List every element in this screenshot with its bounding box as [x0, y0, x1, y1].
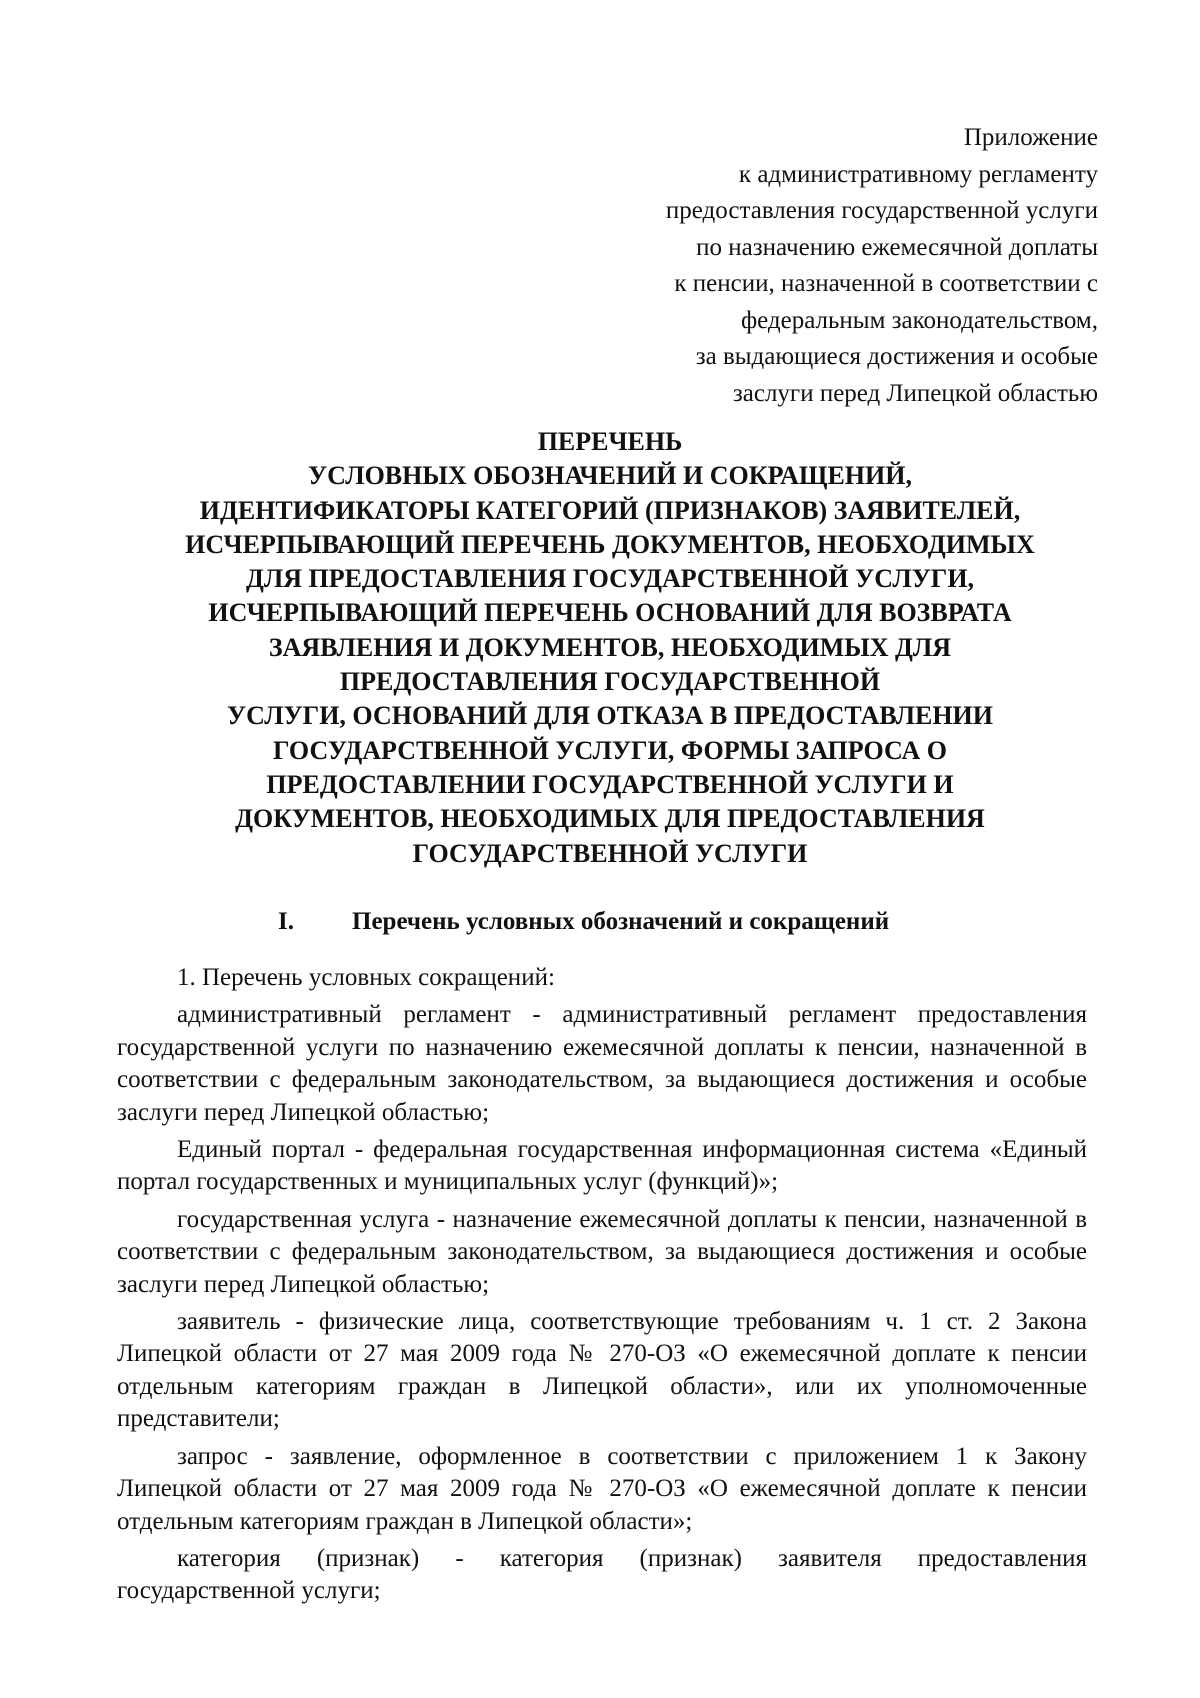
title-line: ИДЕНТИФИКАТОРЫ КАТЕГОРИЙ (ПРИЗНАКОВ) ЗАЯВИТЕЛЕЙ,: [199, 495, 1021, 525]
appendix-line: к административному регламенту: [738, 160, 1098, 188]
section-heading: [0, 905, 1200, 939]
paragraph-state-service: государственная услуга - назначение ежемесячной доплаты к пенсии, назначенной в соответствии с федеральным законодательством, за выдающиеся достижения и особые заслуги перед Липецкой областью;: [117, 1205, 1087, 1298]
title-line: ГОСУДАРСТВЕННОЙ УСЛУГИ: [412, 838, 808, 868]
appendix-line: федеральным законодательством,: [740, 306, 1098, 334]
title-line: ИСЧЕРПЫВАЮЩИЙ ПЕРЕЧЕНЬ ДОКУМЕНТОВ, НЕОБХОДИМЫХ: [185, 529, 1035, 559]
section-body: [117, 962, 1087, 1613]
paragraph-category: категория (признак) - категория (признак) заявителя предоставления государственной услуги;: [117, 1544, 1087, 1605]
paragraph-request: запрос - заявление, оформленное в соответствии с приложением 1 к Закону Липецкой области от 27 мая 2009 года № 270-ОЗ «О ежемесячной доплате к пенсии отдельным категориям граждан в Липецкой области»;: [117, 1442, 1087, 1535]
document-title: [120, 425, 1100, 871]
paragraph-abbreviations-intro: 1. Перечень условных сокращений:: [177, 964, 555, 991]
paragraph-applicant: заявитель - физические лица, соответствующие требованиям ч. 1 ст. 2 Закона Липецкой области от 27 мая 2009 года № 270-ОЗ «О ежемесячной доплате к пенсии отдельным категориям граждан в Липецкой области», или их уполномоченные представители;: [117, 1308, 1087, 1433]
title-line: ГОСУДАРСТВЕННОЙ УСЛУГИ, ФОРМЫ ЗАПРОСА О: [273, 735, 947, 765]
appendix-reference: [538, 120, 1098, 412]
title-line: УСЛУГИ, ОСНОВАНИЙ ДЛЯ ОТКАЗА В ПРЕДОСТАВЛЕНИИ: [227, 701, 993, 731]
paragraph-admin-regulation: административный регламент - административный регламент предоставления государственной услуги по назначению ежемесячной доплаты к пенсии, назначенной в соответствии с федеральным законодательством, за выдающиеся достижения и особые заслуги перед Липецкой областью;: [117, 1001, 1087, 1126]
appendix-line: за выдающиеся достижения и особые: [695, 343, 1098, 370]
title-line: ИСЧЕРПЫВАЮЩИЙ ПЕРЕЧЕНЬ ОСНОВАНИЙ ДЛЯ ВОЗВРАТА: [208, 598, 1012, 628]
title-line: ДОКУМЕНТОВ, НЕОБХОДИМЫХ ДЛЯ ПРЕДОСТАВЛЕНИЯ: [235, 804, 985, 834]
title-line: ПРЕДОСТАВЛЕНИЯ ГОСУДАРСТВЕННОЙ: [339, 667, 881, 697]
appendix-line: предоставления государственной услуги: [665, 197, 1098, 224]
title-line: УСЛОВНЫХ ОБОЗНАЧЕНИЙ И СОКРАЩЕНИЙ,: [308, 461, 912, 491]
title-line: ДЛЯ ПРЕДОСТАВЛЕНИЯ ГОСУДАРСТВЕННОЙ УСЛУГИ,: [245, 564, 975, 594]
section-heading-text: Перечень условных обозначений и сокращений: [352, 908, 890, 935]
appendix-line: заслуги перед Липецкой областью: [732, 379, 1098, 407]
paragraph-unified-portal: Единый портал - федеральная государственная информационная система «Единый портал государственных и муниципальных услуг (функций)»;: [117, 1136, 1087, 1196]
appendix-line: к пенсии, назначенной в соответствии с: [674, 270, 1098, 297]
appendix-line: по назначению ежемесячной доплаты: [696, 233, 1098, 261]
title-line: ЗАЯВЛЕНИЯ И ДОКУМЕНТОВ, НЕОБХОДИМЫХ ДЛЯ: [268, 632, 952, 662]
appendix-line: Приложение: [963, 124, 1098, 151]
section-number: I.: [278, 908, 294, 935]
title-line: ПЕРЕЧЕНЬ: [537, 427, 683, 456]
title-line: ПРЕДОСТАВЛЕНИИ ГОСУДАРСТВЕННОЙ УСЛУГИ И: [266, 769, 954, 799]
